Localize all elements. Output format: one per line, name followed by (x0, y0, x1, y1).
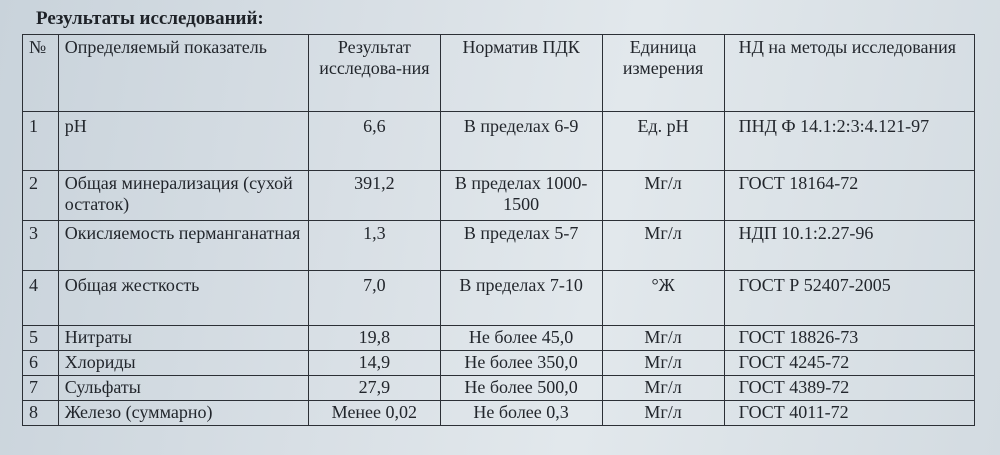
header-indicator: Определяемый показатель (58, 35, 308, 112)
row-method: ПНД Ф 14.1:2:3:4.121-97 (724, 112, 974, 171)
row-num: 3 (23, 221, 59, 271)
row-num: 4 (23, 271, 59, 326)
row-unit: °Ж (602, 271, 724, 326)
row-indicator: Общая жесткость (58, 271, 308, 326)
row-norm: Не более 500,0 (440, 376, 602, 401)
row-unit: Мг/л (602, 326, 724, 351)
table-header-row (23, 35, 975, 112)
row-unit: Мг/л (602, 376, 724, 401)
table-row (23, 271, 975, 326)
row-indicator: pH (58, 112, 308, 171)
row-indicator: Хлориды (58, 351, 308, 376)
row-num: 6 (23, 351, 59, 376)
row-result: 7,0 (309, 271, 440, 326)
row-method: НДП 10.1:2.27-96 (724, 221, 974, 271)
table-row (23, 401, 975, 426)
row-norm: Не более 0,3 (440, 401, 602, 426)
row-method: ГОСТ 4245-72 (724, 351, 974, 376)
header-method: НД на методы исследования (724, 35, 974, 112)
row-unit: Ед. pH (602, 112, 724, 171)
row-num: 5 (23, 326, 59, 351)
table-row (23, 326, 975, 351)
row-result: 27,9 (309, 376, 440, 401)
row-indicator: Общая минерализация (сухой остаток) (58, 171, 308, 221)
table-row (23, 221, 975, 271)
row-method: ГОСТ Р 52407-2005 (724, 271, 974, 326)
row-norm: В пределах 1000-1500 (440, 171, 602, 221)
header-unit: Единица измерения (602, 35, 724, 112)
row-unit: Мг/л (602, 171, 724, 221)
row-result: Менее 0,02 (309, 401, 440, 426)
table-row (23, 112, 975, 171)
table-row (23, 171, 975, 221)
row-indicator: Окисляемость перманганатная (58, 221, 308, 271)
row-norm: В пределах 6-9 (440, 112, 602, 171)
row-indicator: Нитраты (58, 326, 308, 351)
header-norm: Норматив ПДК (440, 35, 602, 112)
row-indicator: Сульфаты (58, 376, 308, 401)
table-row (23, 351, 975, 376)
row-norm: Не более 45,0 (440, 326, 602, 351)
header-num: № (23, 35, 59, 112)
row-indicator: Железо (суммарно) (58, 401, 308, 426)
row-method: ГОСТ 18164-72 (724, 171, 974, 221)
row-num: 2 (23, 171, 59, 221)
row-norm: В пределах 5-7 (440, 221, 602, 271)
row-method: ГОСТ 4011-72 (724, 401, 974, 426)
row-num: 7 (23, 376, 59, 401)
results-table (22, 34, 975, 426)
row-method: ГОСТ 4389-72 (724, 376, 974, 401)
row-result: 19,8 (309, 326, 440, 351)
row-num: 1 (23, 112, 59, 171)
row-norm: Не более 350,0 (440, 351, 602, 376)
row-result: 6,6 (309, 112, 440, 171)
row-unit: Мг/л (602, 221, 724, 271)
row-num: 8 (23, 401, 59, 426)
table-row (23, 376, 975, 401)
row-unit: Мг/л (602, 401, 724, 426)
row-unit: Мг/л (602, 351, 724, 376)
section-heading: Результаты исследований: (36, 8, 264, 29)
row-result: 14,9 (309, 351, 440, 376)
row-norm: В пределах 7-10 (440, 271, 602, 326)
row-method: ГОСТ 18826-73 (724, 326, 974, 351)
row-result: 391,2 (309, 171, 440, 221)
header-result: Результат исследова-ния (309, 35, 440, 112)
row-result: 1,3 (309, 221, 440, 271)
